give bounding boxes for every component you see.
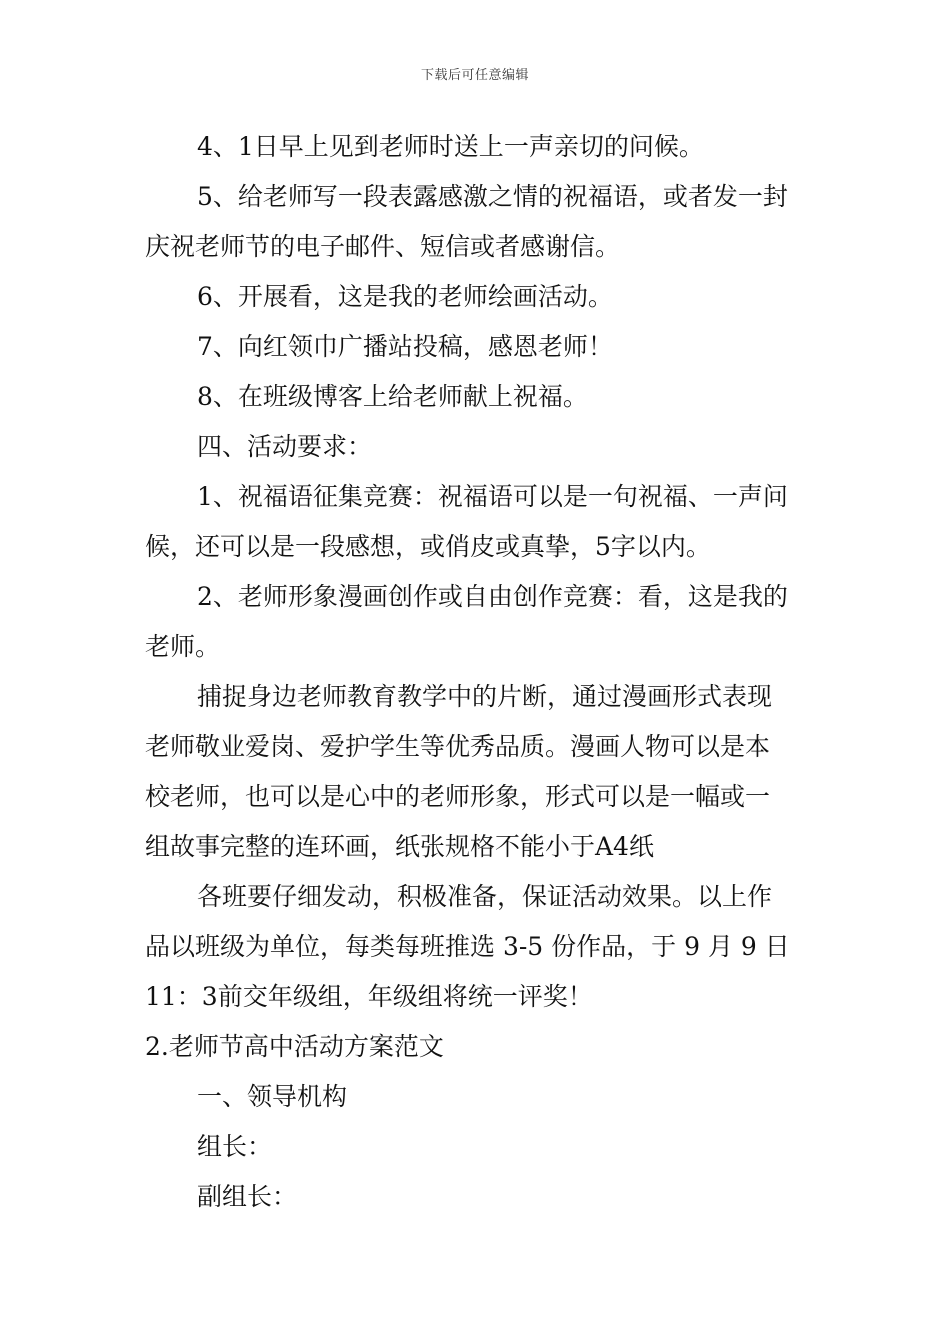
document-title: 2.老师节高中活动方案范文 (145, 1032, 444, 1061)
paragraph-line: 老师敬业爱岗、爱护学生等优秀品质。漫画人物可以是本 (145, 732, 771, 761)
section-heading: 四、活动要求： (197, 432, 373, 461)
paragraph-line: 捕捉身边老师教育教学中的片断，通过漫画形式表现 (197, 682, 773, 711)
paragraph-line: 候，还可以是一段感想，或俏皮或真挚，5字以内。 (145, 532, 711, 561)
paragraph-line: 7、向红领巾广播站投稿，感恩老师！ (197, 332, 613, 361)
paragraph-line: 组故事完整的连环画，纸张规格不能小于A4纸 (145, 832, 654, 861)
paragraph-line: 2、老师形象漫画创作或自由创作竞赛：看，这是我的 (197, 582, 788, 611)
paragraph-line: 1、祝福语征集竞赛：祝福语可以是一句祝福、一声问 (197, 482, 788, 511)
paragraph-line: 5、给老师写一段表露感激之情的祝福语，或者发一封 (197, 182, 788, 211)
paragraph-line: 副组长： (197, 1182, 298, 1211)
paragraph-line: 组长： (197, 1132, 273, 1161)
paragraph-line: 品以班级为单位，每类每班推选 3-5 份作品，于 9 月 9 日 (145, 932, 790, 961)
paragraph-line: 6、开展看，这是我的老师绘画活动。 (197, 282, 613, 311)
paragraph-line: 庆祝老师节的电子邮件、短信或者感谢信。 (145, 232, 621, 261)
section-heading: 一、领导机构 (197, 1082, 348, 1111)
paragraph-line: 各班要仔细发动，积极准备，保证活动效果。以上作 (197, 882, 773, 911)
paragraph-line: 8、在班级博客上给老师献上祝福。 (197, 382, 588, 411)
document-body (145, 122, 810, 1222)
page-header: 下载后可任意编辑 (420, 68, 529, 83)
paragraph-line: 4、1日早上见到老师时送上一声亲切的问候。 (197, 132, 704, 161)
paragraph-line: 老师。 (145, 632, 221, 661)
paragraph-line: 校老师，也可以是心中的老师形象，形式可以是一幅或一 (145, 782, 771, 811)
paragraph-line: 11：3前交年级组，年级组将统一评奖！ (145, 982, 593, 1011)
